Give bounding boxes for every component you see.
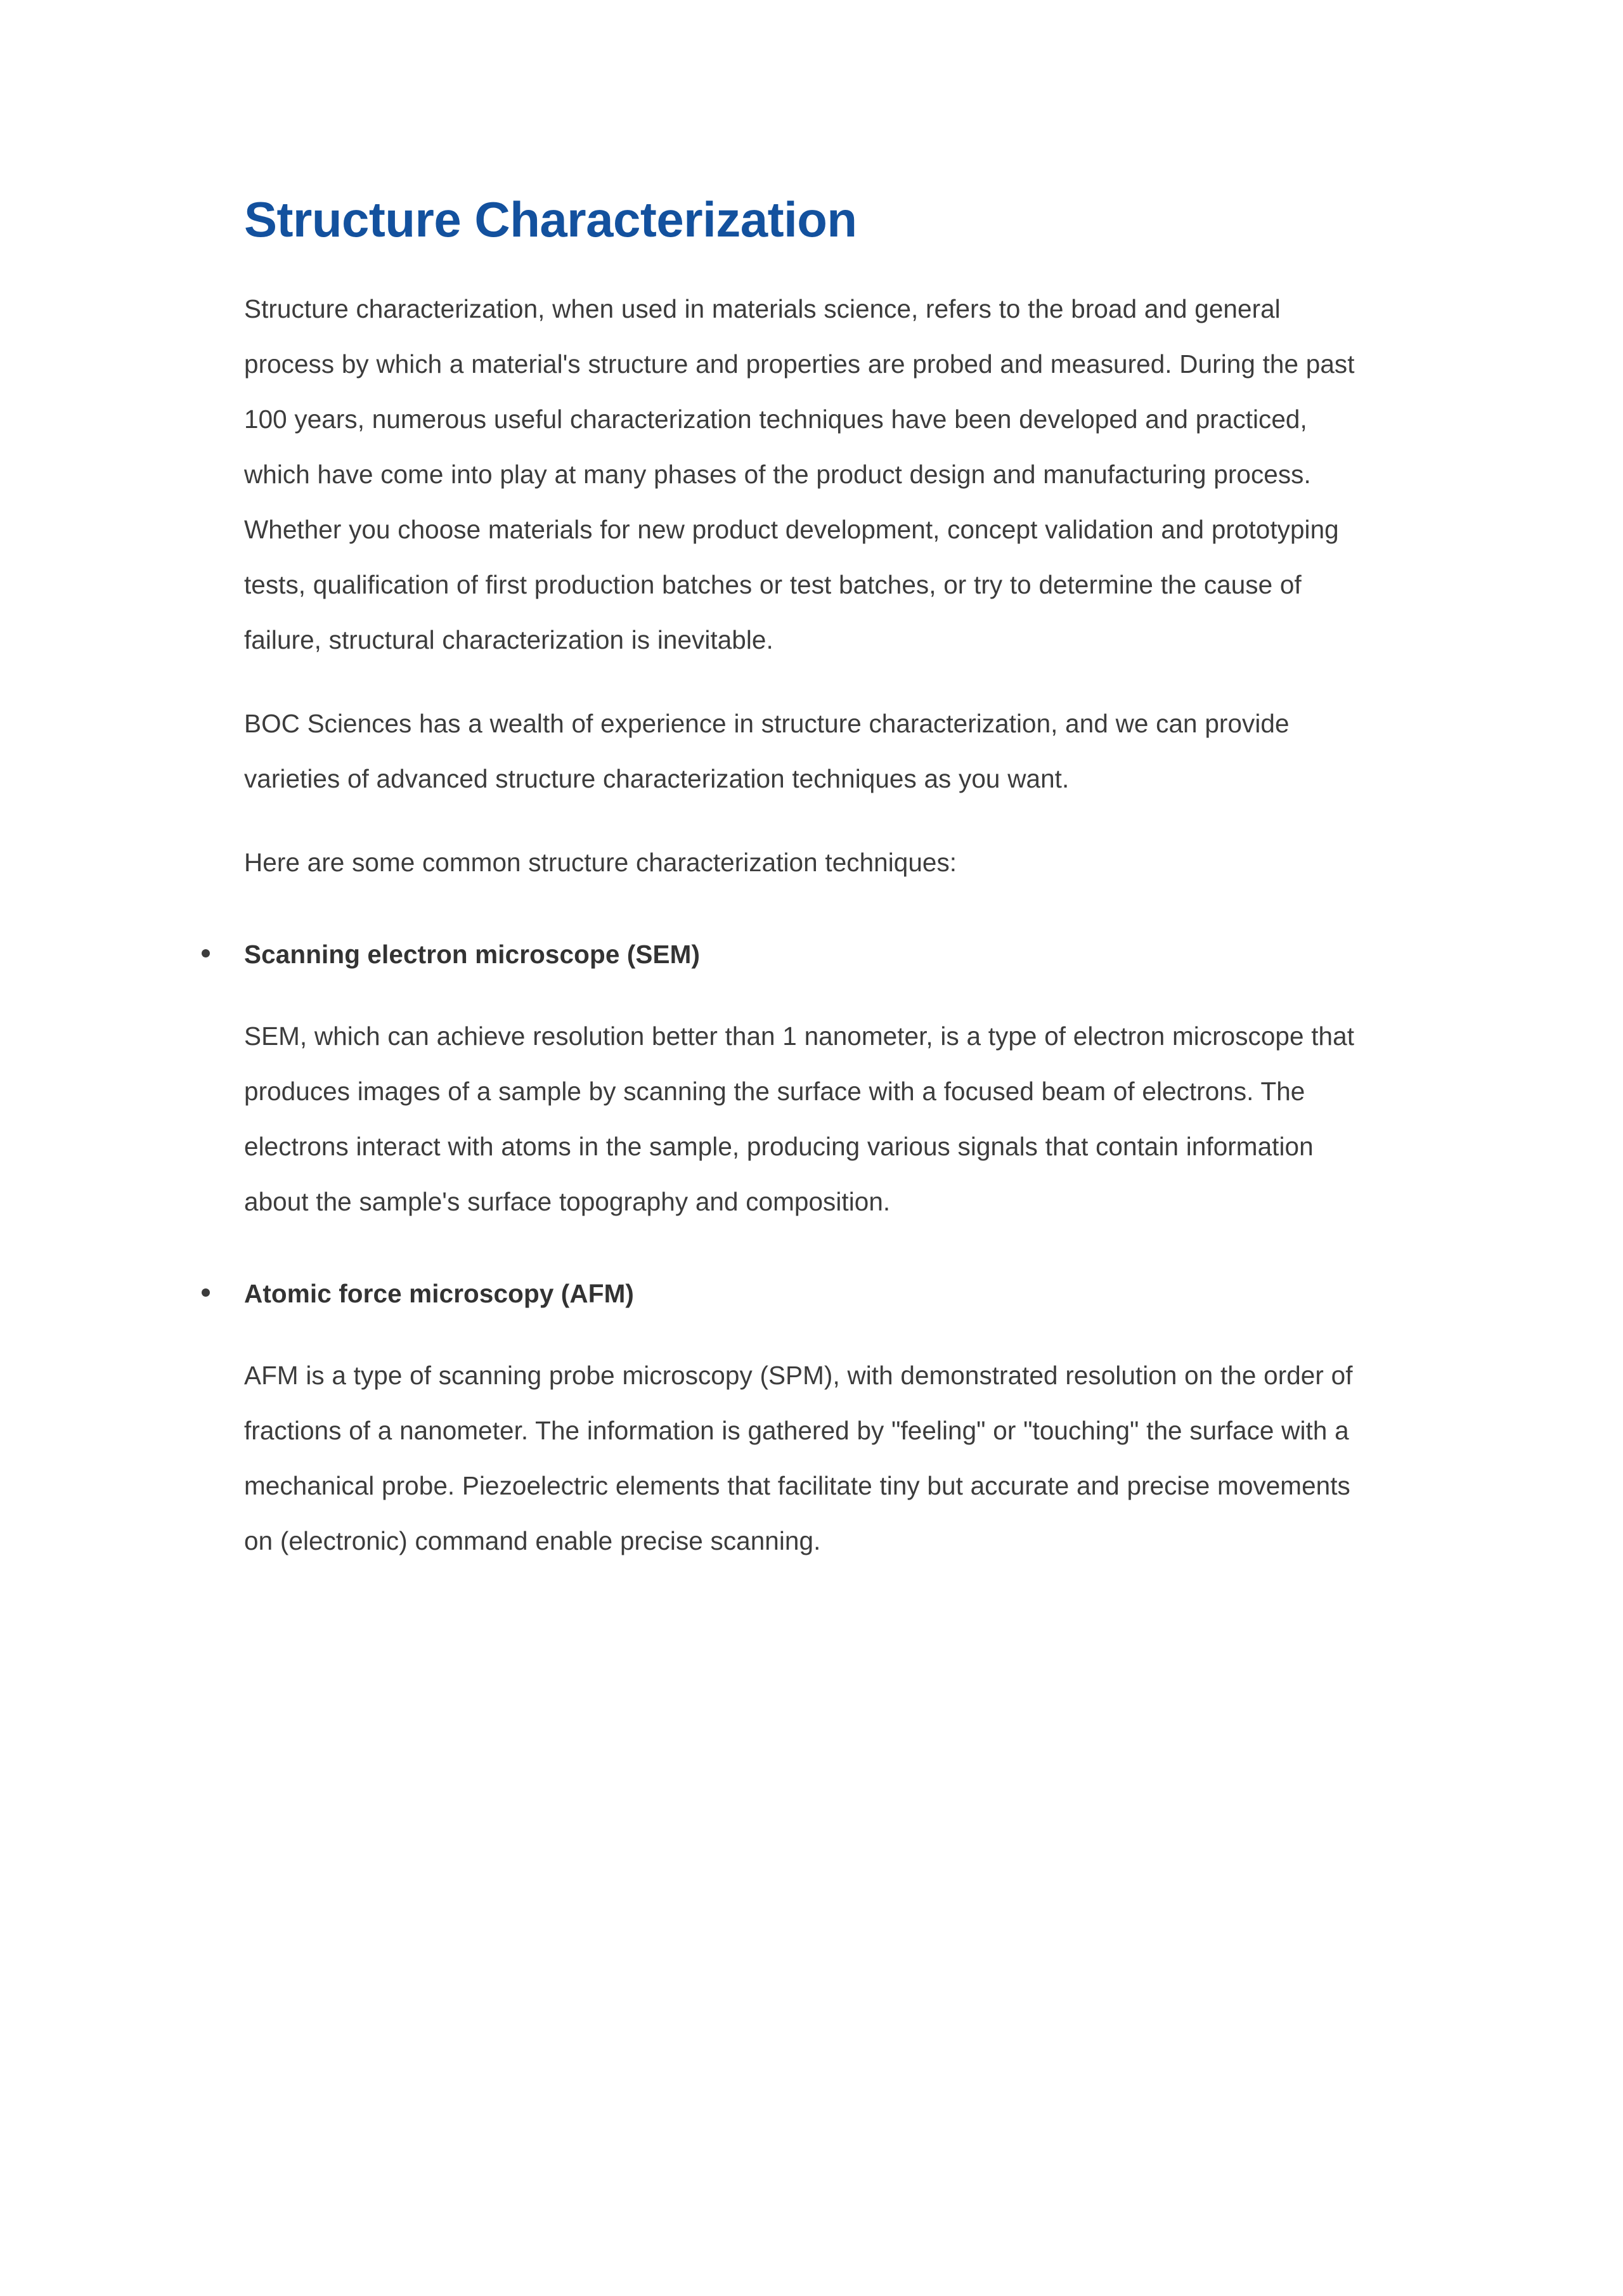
technique-heading-afm: Atomic force microscopy (AFM) — [244, 1279, 634, 1309]
technique-description-sem: SEM, which can achieve resolution better than 1 nanometer, is a type of electron microscope that produces images of a sample by scanning the surface with a focused beam of electrons. The electrons interact with atoms in the sample, producing various signals that contain information about the sample's surface topography and composition. — [244, 1022, 1354, 1217]
bullet-point-icon — [202, 949, 210, 957]
technique-heading-sem: Scanning electron microscope (SEM) — [244, 940, 701, 970]
list-item — [244, 1266, 1360, 1321]
document-content — [244, 190, 1360, 1569]
technique-description-afm: AFM is a type of scanning probe microscopy (SPM), with demonstrated resolution on the order of fractions of a nanometer. The information is gathered by "feeling" or "touching" the surface with a mechanical probe. Piezoelectric elements that facilitate tiny but accurate and precise movements on (electronic) command enable precise scanning. — [244, 1361, 1353, 1556]
list-lead-in-paragraph: Here are some common structure characterization techniques: — [244, 848, 957, 878]
company-paragraph: BOC Sciences has a wealth of experience in structure characterization, and we can provide varieties of advanced structure characterization techniques as you want. — [244, 709, 1290, 794]
list-item — [244, 927, 1360, 982]
page-title: Structure Characterization — [244, 191, 857, 247]
intro-paragraph: Structure characterization, when used in materials science, refers to the broad and general process by which a material's structure and properties are probed and measured. During the past 100 years, numerous useful characterization techniques have been developed and practiced, which have come into play at many phases of the product design and manufacturing process. Whether you choose materials for new product development, concept validation and prototyping tests, qualification of first production batches or test batches, or try to determine the cause of failure, structural characterization is inevitable. — [244, 294, 1355, 655]
bullet-point-icon — [202, 1288, 210, 1297]
